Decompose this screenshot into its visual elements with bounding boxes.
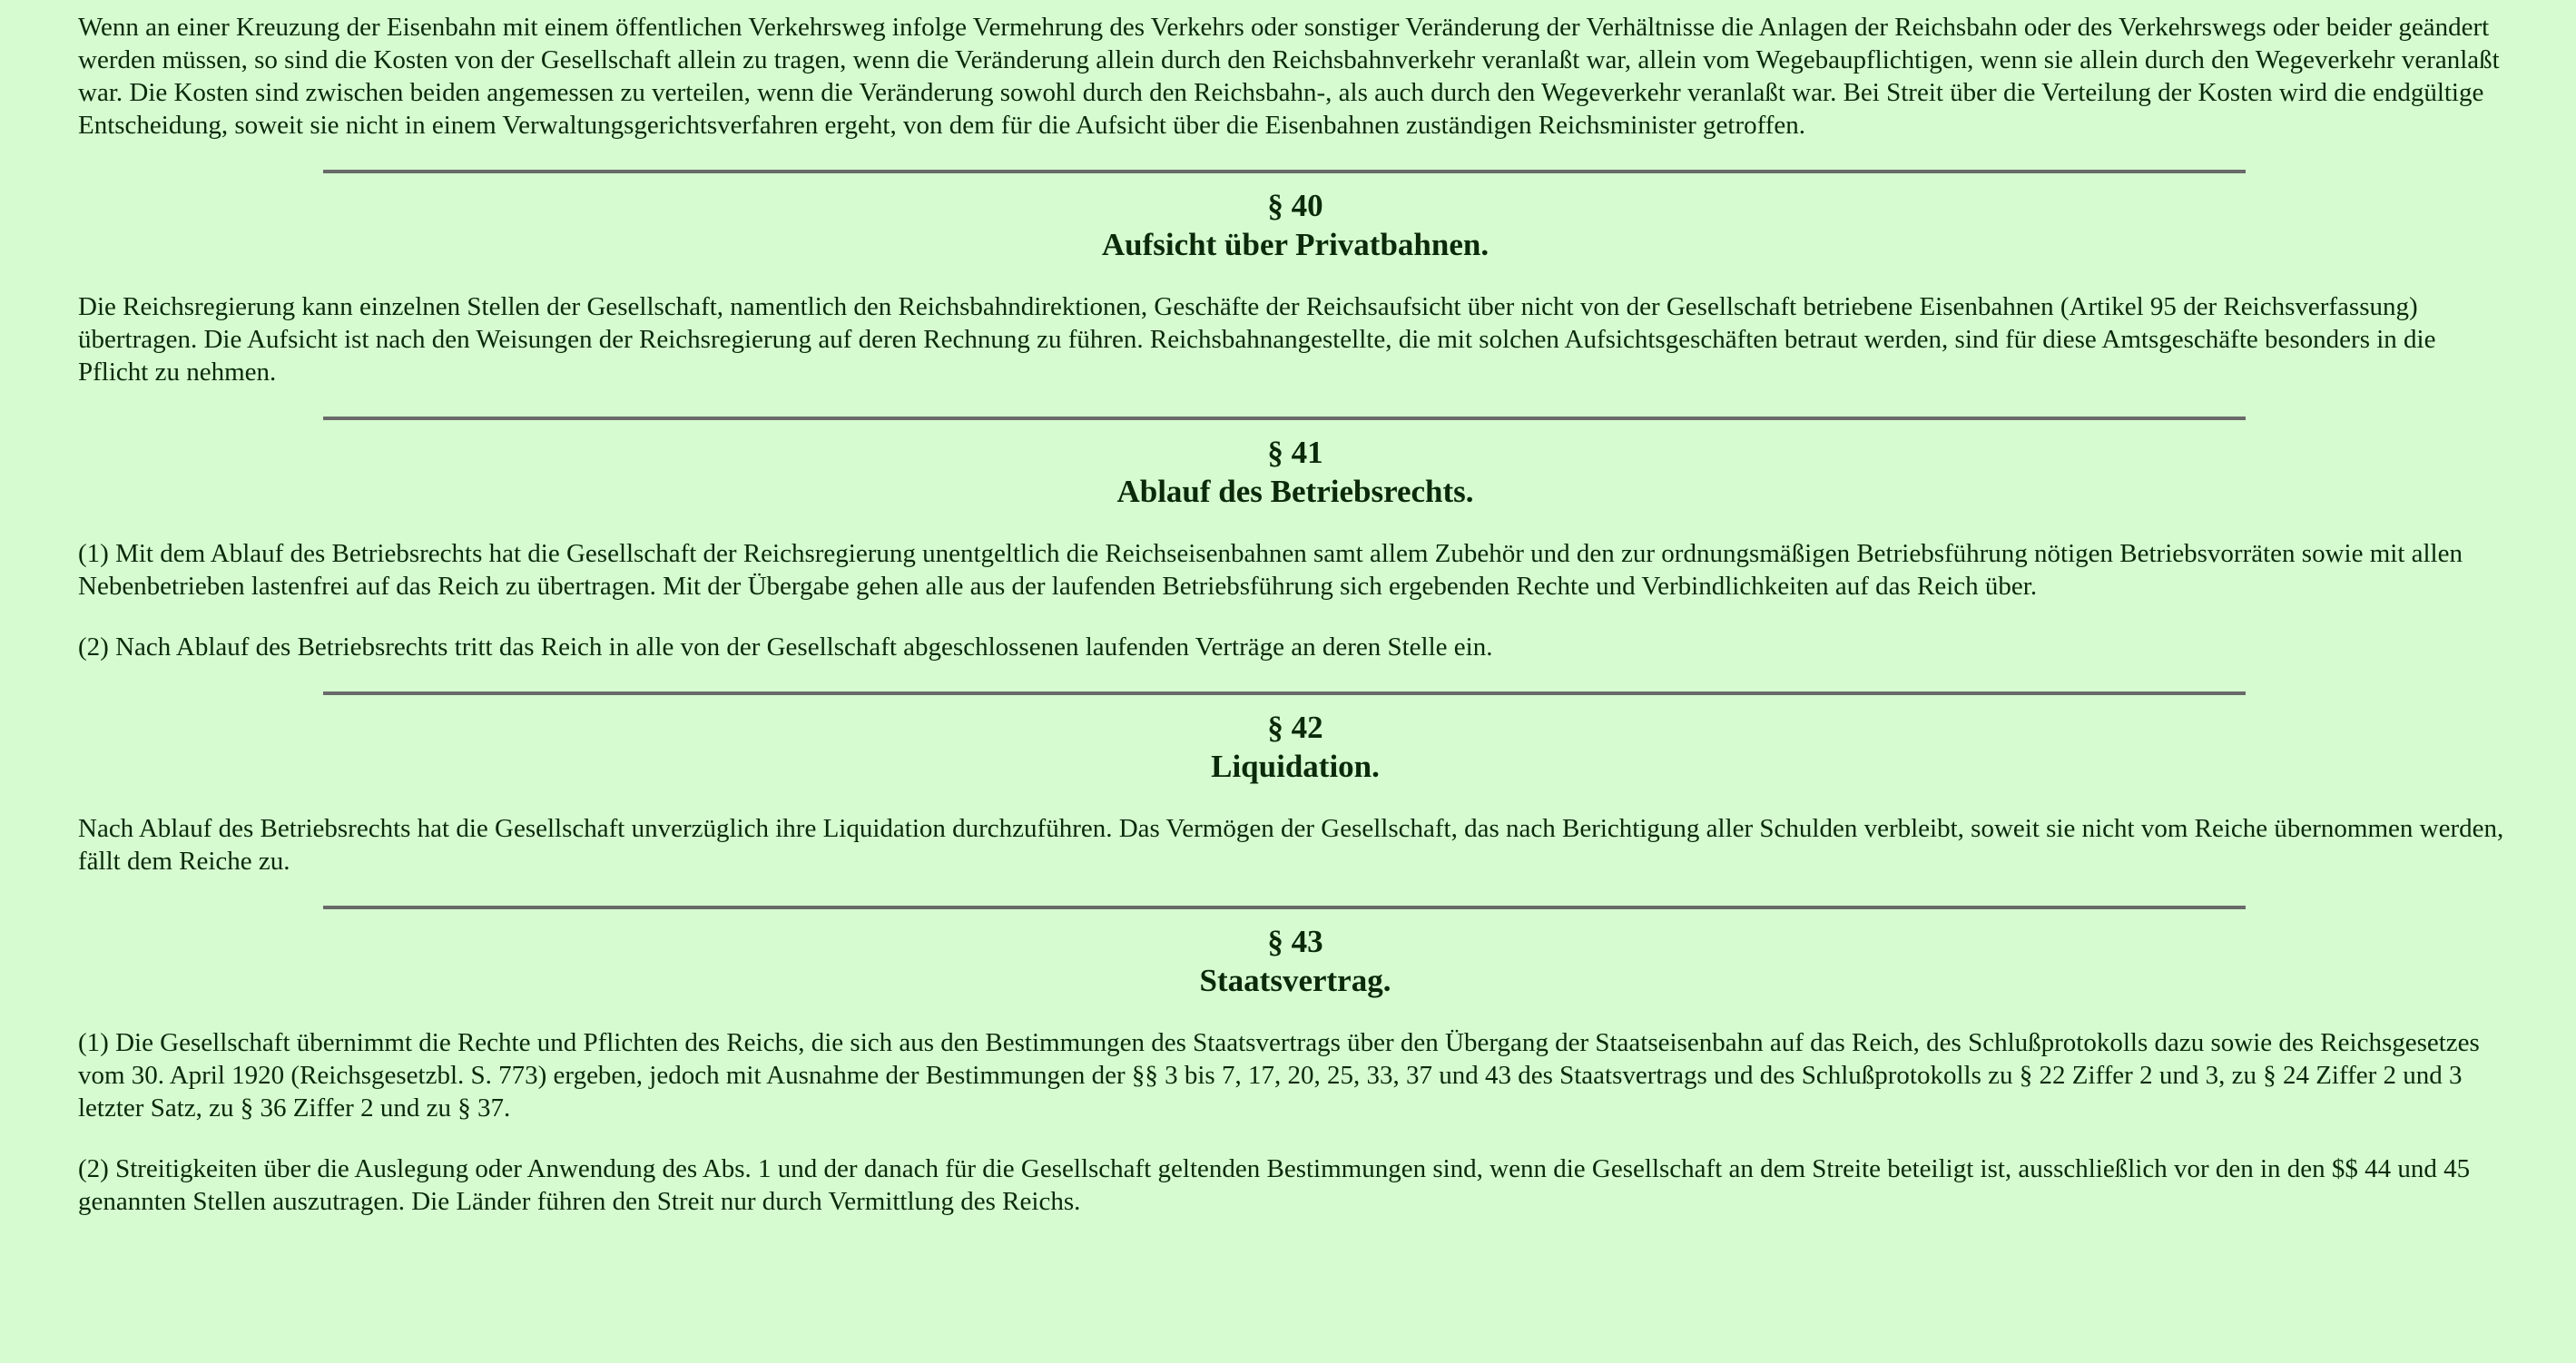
section-paragraph: (1) Die Gesellschaft übernimmt die Rechte und Pflichten des Reichs, die sich aus den Bestimmungen des Staatsvertrags über den Übergang der Staatseisenbahn auf das Reich, des Schlußprotokolls dazu sowie des Reichsgesetzes vom 30. April 1920 (Reichsgesetzbl. S. 773) ergeben, jedoch mit Ausnahme der Bestimmungen der §§ 3 bis 7, 17, 20, 25, 33, 37 und 43 des Staatsvertrags und des Schlußprotokolls zu § 22 Ziffer 2 und 3, zu § 24 Ziffer 2 und 3 letzter Satz, zu § 36 Ziffer 2 und zu § 37.	[78, 1028, 2480, 1123]
section-divider	[323, 691, 2246, 695]
section-heading	[78, 433, 2512, 511]
section-divider	[323, 906, 2246, 909]
section-paragraph: Die Reichsregierung kann einzelnen Stellen der Gesellschaft, namentlich den Reichsbahndirektionen, Geschäfte der Reichsaufsicht über nicht von der Gesellschaft betriebene Eisenbahnen (Artikel 95 der Reichsverfassung) übertragen. Die Aufsicht ist nach den Weisungen der Reichsregierung auf deren Rechnung zu führen. Reichsbahnangestellte, die mit solchen Aufsichtsgeschäften betraut werden, sind für diese Amtsgeschäfte besonders in die Pflicht zu nehmen.	[78, 292, 2436, 387]
section-paragraph: (1) Mit dem Ablauf des Betriebsrechts hat die Gesellschaft der Reichsregierung unentgeltlich die Reichseisenbahnen samt allem Zubehör und den zur ordnungsmäßigen Betriebsführung nötigen Betriebsvorräten sowie mit allen Nebenbetrieben lastenfrei auf das Reich zu übertragen. Mit der Übergabe gehen alle aus der laufenden Betriebsführung sich ergebenden Rechte und Verbindlichkeiten auf das Reich über.	[78, 539, 2463, 601]
section-number: § 41	[1267, 435, 1323, 470]
section-paragraph: (2) Nach Ablauf des Betriebsrechts tritt das Reich in alle von der Gesellschaft abgeschlossenen laufenden Verträge an deren Stelle ein.	[78, 632, 1493, 662]
intro-paragraph: Wenn an einer Kreuzung der Eisenbahn mit einem öffentlichen Verkehrsweg infolge Vermehrung des Verkehrs oder sonstiger Veränderung der Verhältnisse die Anlagen der Reichsbahn oder des Verkehrswegs oder beider geändert werden müssen, so sind die Kosten von der Gesellschaft allein zu tragen, wenn die Veränderung allein durch den Reichsbahnverkehr veranlaßt war, allein vom Wegebaupflichtigen, wenn sie allein durch den Wegeverkehr veranlaßt war. Die Kosten sind zwischen beiden angemessen zu verteilen, wenn die Veränderung sowohl durch den Reichsbahn-, als auch durch den Wegeverkehr veranlaßt war. Bei Streit über die Verteilung der Kosten wird die endgültige Entscheidung, soweit sie nicht in einem Verwaltungsgerichtsverfahren ergeht, von dem für die Aufsicht über die Eisenbahnen zuständigen Reichsminister getroffen.	[78, 13, 2500, 140]
section-heading	[78, 708, 2512, 786]
section-title: Aufsicht über Privatbahnen.	[1101, 227, 1490, 262]
section-paragraph: (2) Streitigkeiten über die Auslegung oder Anwendung des Abs. 1 und der danach für die Gesellschaft geltenden Bestimmungen sind, wenn die Gesellschaft an dem Streite beteiligt ist, ausschließlich vor den in den $$ 44 und 45 genannten Stellen auszutragen. Die Länder führen den Streit nur durch Vermittlung des Reichs.	[78, 1154, 2471, 1216]
section-title: Liquidation.	[1211, 749, 1380, 784]
section-divider	[323, 170, 2246, 173]
section-divider	[323, 417, 2246, 420]
section-heading	[78, 922, 2512, 1000]
section-number: § 42	[1267, 710, 1323, 745]
section-title: Staatsvertrag.	[1199, 963, 1391, 998]
section-heading	[78, 186, 2512, 264]
section-title: Ablauf des Betriebsrechts.	[1116, 474, 1474, 509]
section-paragraph: Nach Ablauf des Betriebsrechts hat die Gesellschaft unverzüglich ihre Liquidation durchzuführen. Das Vermögen der Gesellschaft, das nach Berichtigung aller Schulden verbleibt, soweit sie nicht vom Reiche übernommen werden, fällt dem Reiche zu.	[78, 814, 2504, 876]
section-number: § 40	[1267, 188, 1323, 223]
section-number: § 43	[1267, 924, 1323, 959]
